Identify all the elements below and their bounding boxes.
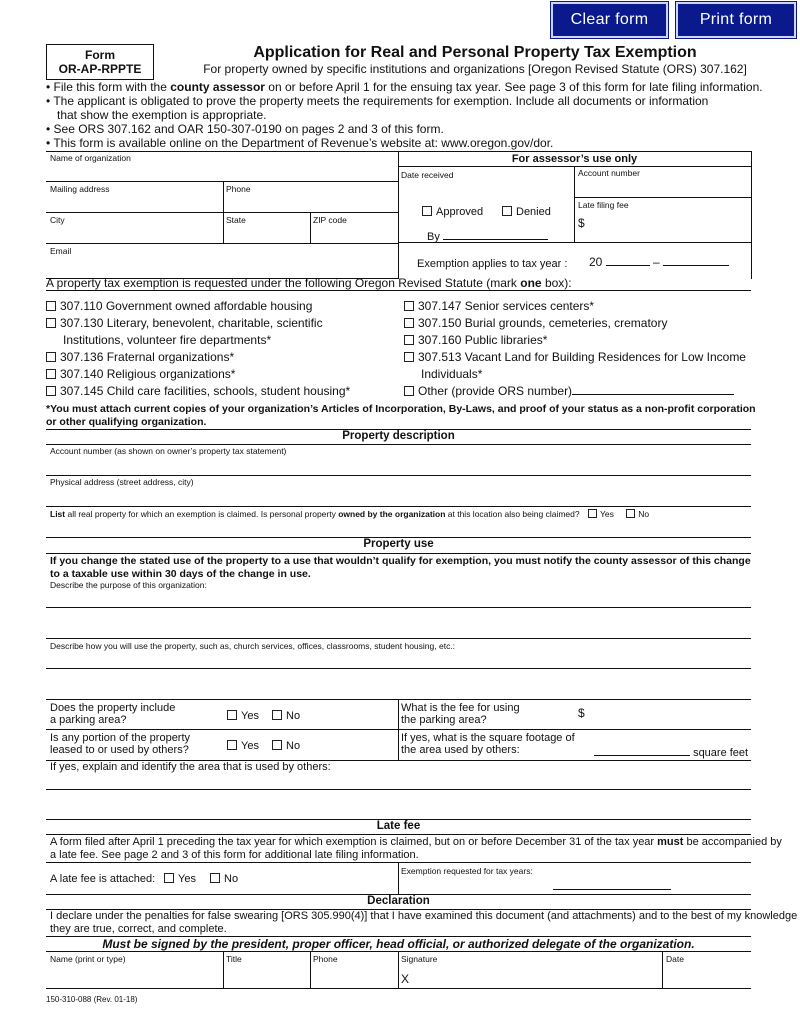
ors-307-130-option[interactable]: 307.130 Literary, benevolent, charitable, scientific (46, 315, 350, 332)
signature-x-mark: X (401, 972, 410, 986)
instructions (46, 80, 766, 150)
late-fee-attached-label: A late fee is attached: (50, 873, 156, 885)
late-fee-no[interactable]: No (210, 873, 238, 885)
signer-phone-label: Phone (313, 954, 338, 964)
parking-fee-dollar: $ (578, 706, 585, 720)
signer-name-field[interactable] (46, 964, 222, 987)
purpose-label: Describe the purpose of this organization: (50, 580, 207, 590)
ors-307-513-option[interactable]: 307.513 Vacant Land for Building Residences for Low Income (404, 349, 746, 366)
parking-fee-question: What is the fee for using the parking area? (401, 702, 520, 726)
city-field[interactable] (46, 214, 222, 242)
other-ors-option[interactable]: Other (provide ORS number) (404, 383, 746, 400)
form-label: Form (85, 48, 115, 62)
attachment-note: *You must attach current copies of your organization’s Articles of Incorporation, By-Laws, and proof of your status as a non-profit corporation or other qualifying organization. (46, 403, 756, 428)
phone-label: Phone (226, 184, 251, 194)
instruction-2-cont: that show the exemption is appropriate. (57, 108, 267, 122)
denied-option[interactable]: Denied (502, 206, 551, 218)
signer-title-label: Title (226, 954, 242, 964)
tax-year-label: Exemption applies to tax year : (417, 258, 568, 270)
instruction-4: • This form is available online on the Department of Revenue’s website at: www.oregon.gov/dor. (46, 136, 554, 150)
property-description-heading: Property description (342, 430, 455, 442)
signature-field[interactable] (412, 964, 660, 987)
signature-label: Signature (401, 954, 438, 964)
leased-yes[interactable]: Yes (227, 740, 259, 752)
date-label: Date (666, 954, 684, 964)
zip-field[interactable] (311, 214, 397, 242)
account-label: Account number (as shown on owner’s property tax statement) (50, 446, 287, 456)
change-use-warning: If you change the stated use of the property to a use that wouldn’t qualify for exemption, you must notify the county assessor of this change to a taxable use within 30 days of the change in use. (50, 555, 751, 580)
explain-area-field[interactable] (46, 774, 751, 820)
instruction-3: • See ORS 307.162 and OAR 150-307-0190 on pages 2 and 3 of this form. (46, 122, 444, 136)
physical-address-label: Physical address (street address, city) (50, 477, 194, 487)
date-field[interactable] (664, 964, 750, 987)
ors-307-130-cont: Institutions, volunteer fire departments* (63, 333, 272, 347)
late-filing-fee-label: Late filing fee (578, 200, 629, 210)
org-name-label: Name of organization (50, 153, 131, 163)
statute-left-column (46, 298, 350, 400)
exemption-years-field[interactable] (553, 874, 671, 889)
date-received-label: Date received (401, 170, 454, 180)
ors-307-136-option[interactable]: 307.136 Fraternal organizations* (46, 349, 350, 366)
email-field[interactable] (46, 245, 396, 277)
assessor-heading: For assessor’s use only (511, 153, 638, 165)
by-field[interactable]: By (427, 230, 548, 243)
leased-no[interactable]: No (272, 740, 300, 752)
parking-question: Does the property include a parking area? (50, 702, 176, 726)
personal-property-no[interactable]: No (626, 509, 649, 519)
state-field[interactable] (224, 214, 309, 242)
account-number-label: Account number (578, 168, 640, 178)
form-code: OR-AP-RPPTE (58, 62, 142, 76)
leased-question: Is any portion of the property leased to or used by others? (50, 732, 191, 756)
square-footage-question: If yes, what is the square footage of the area used by others: (401, 732, 575, 756)
page-title: Application for Real and Personal Property Tax Exemption (253, 44, 697, 61)
ors-307-160-option[interactable]: 307.160 Public libraries* (404, 332, 746, 349)
approved-checkbox[interactable] (422, 206, 432, 216)
email-label: Email (50, 246, 72, 256)
parking-yes[interactable]: Yes (227, 710, 259, 722)
zip-label: ZIP code (313, 215, 347, 225)
instruction-2: • The applicant is obligated to prove the property meets the requirements for exemption. Include all documents or information (46, 94, 709, 108)
property-use-heading: Property use (363, 538, 434, 550)
property-use-label: Describe how you will use the property, such as, church services, offices, classrooms, student housing, etc.: (50, 641, 456, 651)
clear-form-button[interactable]: Clear form (551, 2, 668, 38)
signature-requirement: Must be signed by the president, proper officer, head official, or authorized delegate of the organization. (102, 937, 695, 951)
late-fee-yes[interactable]: Yes (164, 873, 196, 885)
signer-title-field[interactable] (224, 964, 309, 987)
ors-307-150-option[interactable]: 307.150 Burial grounds, cemeteries, crematory (404, 315, 746, 332)
parking-no[interactable]: No (272, 710, 300, 722)
explain-area-label: If yes, explain and identify the area that is used by others: (50, 761, 331, 773)
ors-307-145-option[interactable]: 307.145 Child care facilities, schools, student housing* (46, 383, 350, 400)
statute-right-column (404, 298, 746, 400)
late-fee-heading: Late fee (376, 820, 421, 832)
org-name-field[interactable] (46, 155, 396, 181)
signer-phone-field[interactable] (311, 964, 397, 987)
square-footage-field[interactable]: square feet (594, 746, 748, 759)
ors-307-147-option[interactable]: 307.147 Senior services centers* (404, 298, 746, 315)
exemption-years-label: Exemption requested for tax years: (401, 866, 533, 876)
state-label: State (226, 215, 246, 225)
ors-307-140-option[interactable]: 307.140 Religious organizations* (46, 366, 350, 383)
property-use-field[interactable] (46, 653, 751, 699)
form-id-box (46, 44, 154, 80)
mailing-address-field[interactable] (46, 183, 222, 211)
parking-fee-field[interactable] (590, 702, 748, 726)
personal-property-yes[interactable]: Yes (588, 509, 614, 519)
print-form-button[interactable]: Print form (676, 2, 796, 38)
property-list-field[interactable] (46, 522, 751, 536)
approved-option[interactable]: Approved (422, 206, 483, 218)
statute-intro: A property tax exemption is requested under the following Oregon Revised Statute (mark one box): (46, 276, 572, 290)
purpose-field[interactable] (46, 592, 751, 638)
form-revision: 150-310-088 (Rev. 01-18) (46, 995, 138, 1004)
late-fee-dollar: $ (578, 216, 585, 230)
ors-307-513-cont: Individuals* (421, 367, 483, 381)
city-label: City (50, 215, 65, 225)
list-property-prompt: List all real property for which an exemption is claimed. Is personal property owned by the organization at this location also being claimed? Yes No (50, 509, 650, 519)
phone-field[interactable] (224, 183, 397, 211)
instruction-1: • File this form with the county assessor on or before April 1 for the ensuing tax year. See page 3 of this form for late filing information. (46, 80, 763, 94)
late-fee-text: A form filed after April 1 preceding the tax year for which exemption is claimed, but on or before December 31 of the tax year must be accompanied by a late fee. See page 2 and 3 of this form for additional late filing information. (50, 836, 782, 861)
signer-name-label: Name (print or type) (50, 954, 126, 964)
declaration-text: I declare under the penalties for false swearing [ORS 305.990(4)] that I have examined this document (and attachments) and to the best of my knowledge they are true, correct, and complete. (50, 910, 798, 935)
mailing-address-label: Mailing address (50, 184, 110, 194)
ors-307-110-option[interactable]: 307.110 Government owned affordable housing (46, 298, 350, 315)
physical-address-field[interactable] (46, 477, 751, 505)
tax-year-field[interactable]: 20 – (589, 255, 729, 269)
page-subtitle: For property owned by specific institutions and organizations [Oregon Revised Statute (ORS) 307.162] (203, 62, 747, 76)
denied-checkbox[interactable] (502, 206, 512, 216)
declaration-heading: Declaration (367, 895, 430, 907)
account-field[interactable] (46, 446, 751, 474)
